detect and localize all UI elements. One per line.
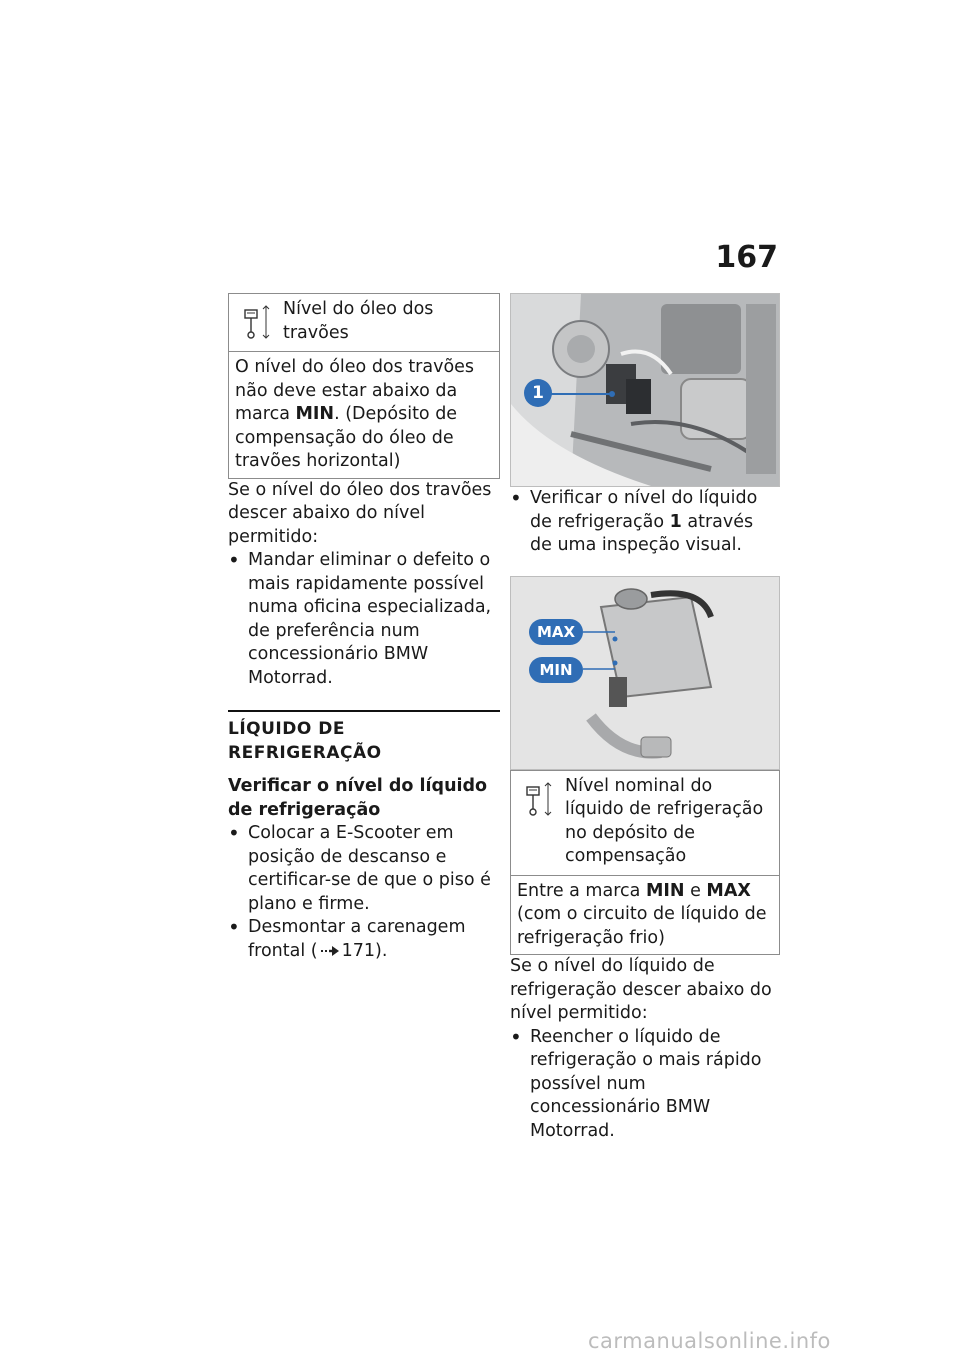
reservoir-min-max-photo xyxy=(510,576,780,770)
brake-fluid-box-header xyxy=(229,294,499,352)
coolant-box-body xyxy=(511,876,779,955)
list-item: • Mandar eliminar o defeito o mais rapidamente possível numa oficina especializada, de preferência num concessionário BMW Motorrad. xyxy=(228,549,500,690)
coolant-action-list xyxy=(510,1026,780,1144)
list-item: • Reencher o líquido de refrigeração o mais rápido possível num concessionário BMW Motorrad. xyxy=(510,1026,780,1144)
fluid-level-gauge-icon xyxy=(521,779,555,819)
brake-fluid-box-text xyxy=(235,356,493,474)
coolant-steps-list xyxy=(228,822,500,963)
min-label-badge: MIN xyxy=(529,657,583,683)
min-mark-label: MIN xyxy=(645,880,685,901)
check-text: Verificar o nível do líquido de refrigeração xyxy=(530,488,758,532)
right-column xyxy=(510,293,780,1143)
check-text: através de uma inspeção visual. xyxy=(530,511,754,555)
section-divider xyxy=(228,710,500,963)
page-number: 167 xyxy=(715,240,778,275)
brake-fluid-box-title: Nível do óleo dos travões xyxy=(283,299,434,343)
coolant-info-box xyxy=(510,770,780,956)
brake-fluid-text-part: O nível do óleo dos travões não deve estar abaixo da marca xyxy=(235,357,475,424)
list-item xyxy=(510,487,780,558)
max-mark-label: MAX xyxy=(706,880,751,901)
coolant-check-list xyxy=(510,487,780,558)
step-text: Desmontar a carenagem frontal ( xyxy=(248,917,466,961)
brake-fluid-box-body xyxy=(229,352,499,478)
brake-fluid-condition-text: Se o nível do óleo dos travões descer abaixo do nível permitido: xyxy=(228,479,492,547)
coolant-text-part: (com o circuito de líquido de refrigeração frio) xyxy=(517,904,767,948)
left-column xyxy=(228,293,500,963)
coolant-text-part: Entre a marca xyxy=(517,880,646,901)
section-title: LÍQUIDO DE REFRIGERAÇÃO xyxy=(228,719,382,763)
watermark: carmanualsonline.info xyxy=(588,1329,831,1353)
page-reference-arrow-icon xyxy=(320,945,340,957)
step-text: ). xyxy=(375,940,388,961)
brake-fluid-action-list xyxy=(228,549,500,690)
coolant-condition-text: Se o nível do líquido de refrigeração descer abaixo do nível permitido: xyxy=(510,956,772,1023)
page-reference-link[interactable]: 171 xyxy=(341,940,376,961)
list-item: • Colocar a E-Scooter em posição de descanso e certificar-se de que o piso é plano e firme. xyxy=(228,822,500,916)
list-item xyxy=(228,916,500,963)
callout-1-badge: 1 xyxy=(524,379,552,407)
min-mark-label: MIN xyxy=(295,404,335,424)
coolant-text-part: e xyxy=(684,880,707,901)
max-label-badge: MAX xyxy=(529,619,583,645)
fluid-level-gauge-icon xyxy=(239,302,273,342)
coolant-box-header xyxy=(511,771,779,876)
coolant-box-text xyxy=(517,880,773,951)
subsection-title: Verificar o nível do líquido de refrigeração xyxy=(228,776,488,820)
callout-ref: 1 xyxy=(669,511,682,532)
brake-fluid-info-box xyxy=(228,293,500,479)
coolant-box-title: Nível nominal do líquido de refrigeração no depósito de compensação xyxy=(565,775,764,866)
brake-fluid-text-part: . (Depósito de compensação do óleo de travões horizontal) xyxy=(235,404,458,471)
